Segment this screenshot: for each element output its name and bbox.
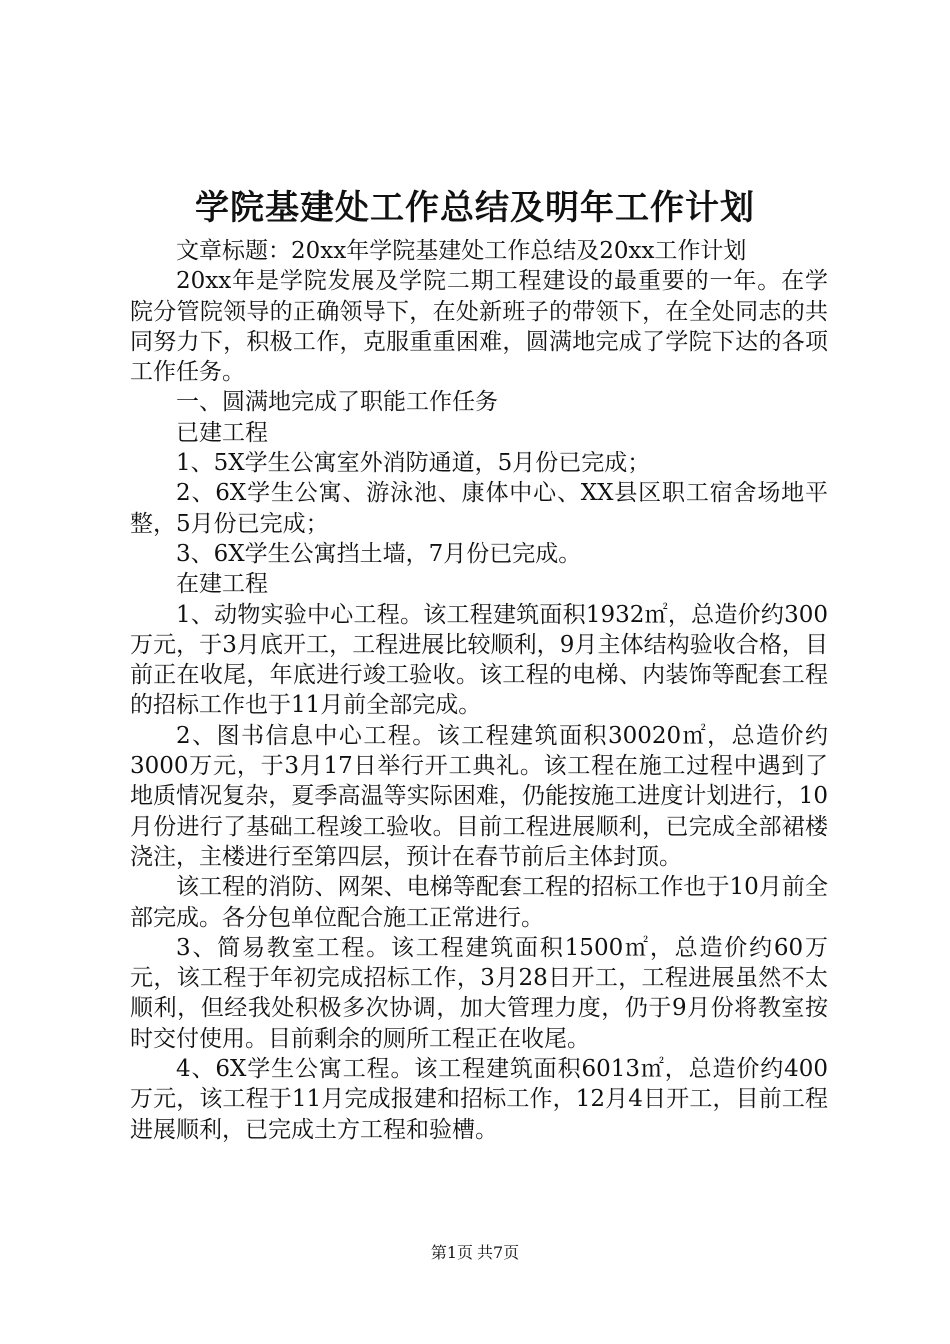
document-title: 学院基建处工作总结及明年工作计划 <box>195 188 755 228</box>
document-body <box>130 236 828 1145</box>
project-paragraph-4: 4、6X学生公寓工程。该工程建筑面积6013㎡，总造价约400万元，该工程于11月完成报建和招标工作，12月4日开工，目前工程进展顺利，已完成土方工程和验槽。 <box>130 1056 828 1143</box>
project-paragraph-1: 1、动物实验中心工程。该工程建筑面积1932㎡，总造价约300万元，于3月底开工，工程进展比较顺利，9月主体结构验收合格，目前正在收尾，年底进行竣工验收。该工程的电梯、内装饰等配套工程的招标工作也于11月前全部完成。 <box>130 601 828 719</box>
project-paragraph-2: 2、图书信息中心工程。该工程建筑面积30020㎡，总造价约3000万元，于3月17日举行开工典礼。该工程在施工过程中遇到了地质情况复杂，夏季高温等实际困难，仍能按施工进度计划进行，10月份进行了基础工程竣工验收。目前工程进展顺利，已完成全部裙楼浇注，主楼进行至第四层，预计在春节前后主体封顶。 <box>130 722 828 870</box>
project-paragraph-3: 3、简易教室工程。该工程建筑面积1500㎡，总造价约60万元，该工程于年初完成招标工作，3月28日开工，工程进展虽然不太顺利，但经我处积极多次协调，加大管理力度，仍于9月份将教室按时交付使用。目前剩余的厕所工程正在收尾。 <box>130 934 828 1052</box>
page-total: 共7页 <box>477 1243 520 1262</box>
completed-item-3: 3、6X学生公寓挡土墙，7月份已完成。 <box>176 540 582 567</box>
section-heading: 一、圆满地完成了职能工作任务 <box>176 389 498 416</box>
project-paragraph-2-continued: 该工程的消防、网架、电梯等配套工程的招标工作也于10月前全部完成。各分包单位配合施工正常进行。 <box>130 874 828 931</box>
page-number: 第1页 <box>430 1243 473 1262</box>
completed-item-1: 1、5X学生公寓室外消防通道，5月份已完成； <box>176 450 651 477</box>
intro-paragraph: 20xx年是学院发展及学院二期工程建设的最重要的一年。在学院分管院领导的正确领导下，在处新班子的带领下，在全处同志的共同努力下，积极工作，克服重重困难，圆满地完成了学院下达的各项工作任务。 <box>130 268 828 386</box>
subsection-heading-in-progress: 在建工程 <box>176 571 268 598</box>
article-heading-line: 文章标题：20xx年学院基建处工作总结及20xx工作计划 <box>176 238 747 264</box>
page-footer <box>0 1242 950 1264</box>
completed-item-2: 2、6X学生公寓、游泳池、康体中心、XX县区职工宿舍场地平整，5月份已完成； <box>130 480 828 537</box>
subsection-heading-completed: 已建工程 <box>176 419 268 446</box>
